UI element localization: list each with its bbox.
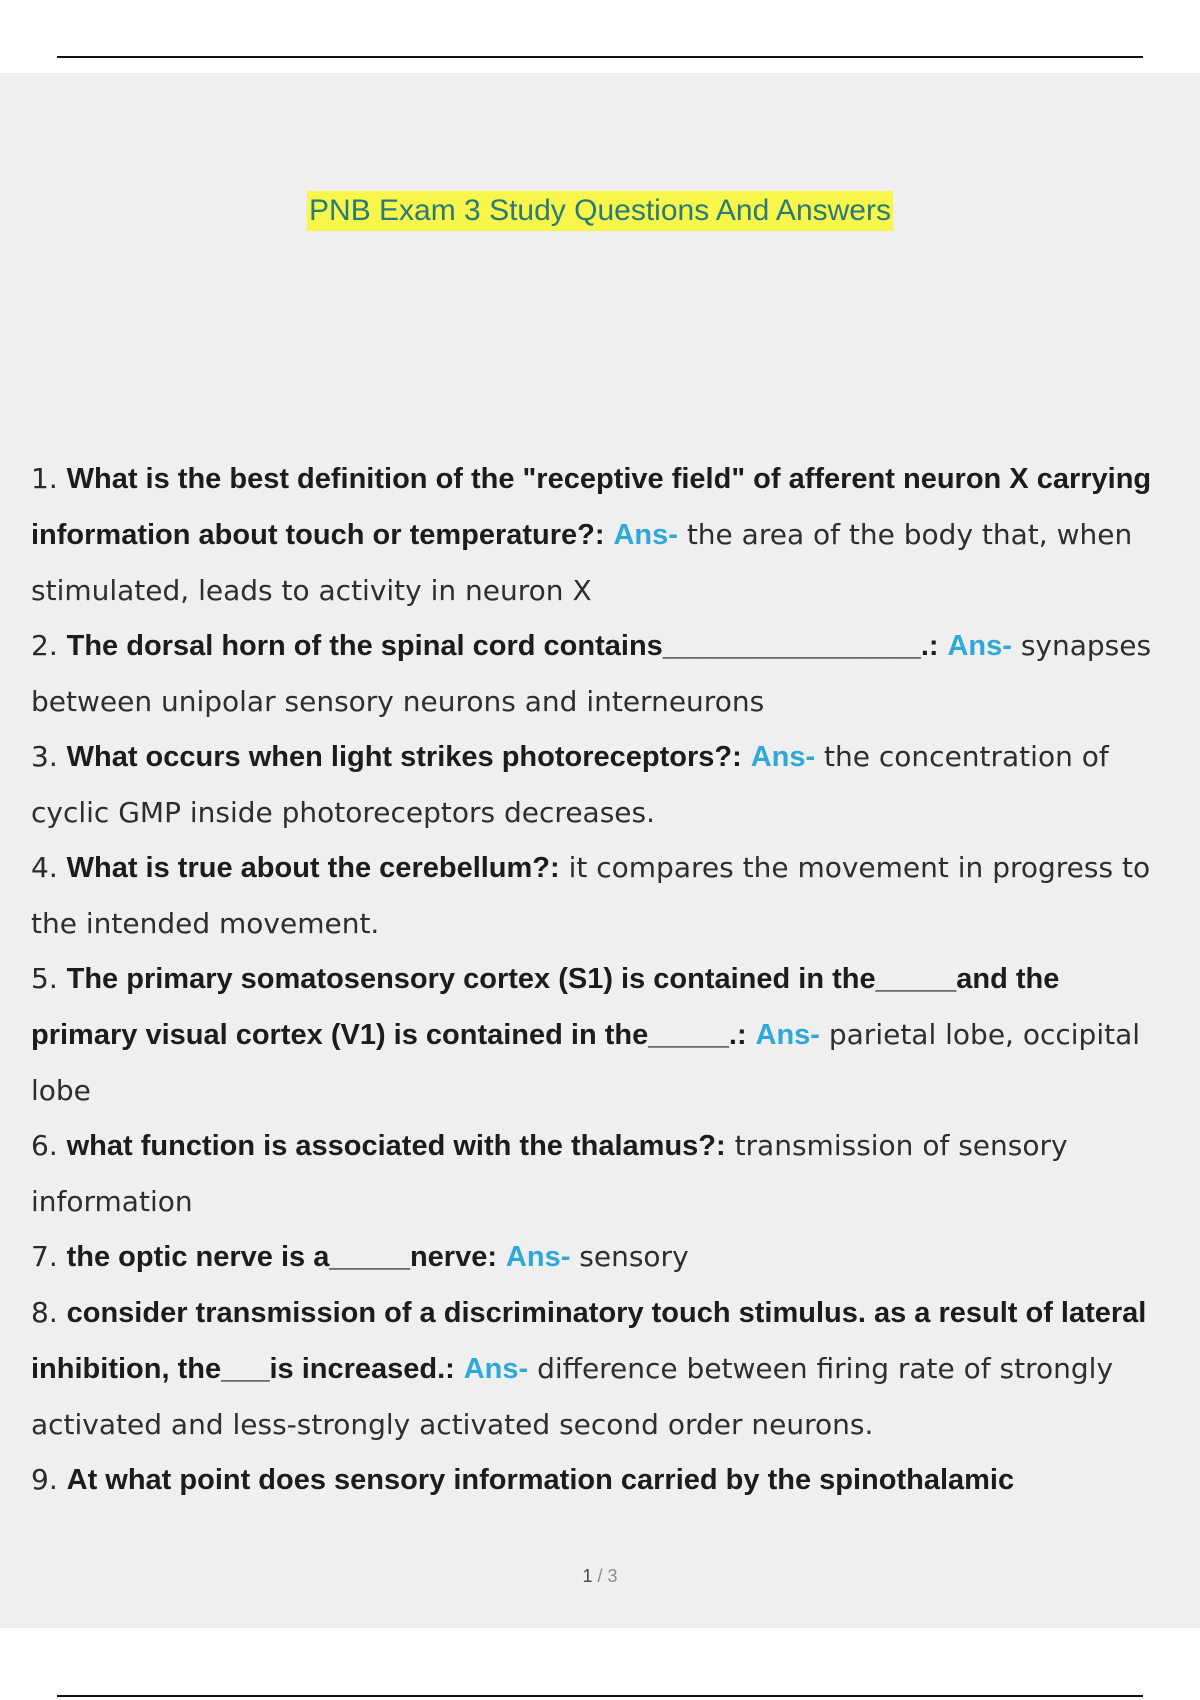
question-number: 1. bbox=[31, 462, 58, 495]
answer-label: Ans- bbox=[463, 1353, 529, 1385]
title-container bbox=[0, 191, 1200, 231]
question-item-3 bbox=[31, 729, 1171, 840]
question-text: what function is associated with the thalamus?: bbox=[66, 1130, 726, 1162]
document-page bbox=[0, 73, 1200, 1628]
bottom-divider bbox=[57, 1695, 1143, 1697]
question-number: 8. bbox=[31, 1296, 58, 1329]
answer-label: Ans- bbox=[613, 519, 678, 551]
question-list bbox=[31, 451, 1171, 1508]
question-item-8 bbox=[31, 1285, 1171, 1452]
question-text: What is true about the cerebellum?: bbox=[66, 852, 560, 884]
question-text: The dorsal horn of the spinal cord contains________________.: bbox=[66, 630, 939, 662]
question-item-4 bbox=[31, 840, 1171, 951]
question-number: 7. bbox=[31, 1240, 58, 1273]
answer-text: sensory bbox=[579, 1240, 689, 1273]
top-divider bbox=[57, 56, 1143, 58]
answer-text: the concentration of cyclic GMP inside photoreceptors decreases. bbox=[31, 740, 1109, 829]
page-indicator bbox=[0, 1566, 1200, 1587]
question-text: consider transmission of a discriminatory touch stimulus. as a result of lateral inhibition, the___is increased.: bbox=[31, 1297, 1147, 1385]
question-text: The primary somatosensory cortex (S1) is contained in the_____and the primary visual cortex (V1) is contained in the_____.: bbox=[31, 963, 1060, 1051]
question-number: 5. bbox=[31, 962, 58, 995]
question-item-7 bbox=[31, 1229, 1171, 1285]
answer-text: parietal lobe, occipital lobe bbox=[31, 1018, 1141, 1107]
answer-label: Ans- bbox=[750, 741, 816, 773]
answer-label: Ans- bbox=[505, 1241, 571, 1273]
answer-text: synapses between unipolar sensory neurons and interneurons bbox=[31, 629, 1152, 718]
question-number: 2. bbox=[31, 629, 58, 662]
question-text: the optic nerve is a_____nerve: bbox=[66, 1241, 498, 1273]
question-number: 4. bbox=[31, 851, 58, 884]
question-item-1 bbox=[31, 451, 1171, 618]
document-title: PNB Exam 3 Study Questions And Answers bbox=[307, 191, 893, 231]
question-item-5 bbox=[31, 951, 1171, 1118]
page-total: / 3 bbox=[592, 1566, 618, 1586]
answer-text: transmission of sensory information bbox=[31, 1129, 1068, 1218]
answer-text: difference between firing rate of strongly activated and less-strongly activated second order neurons. bbox=[31, 1352, 1114, 1441]
question-text: At what point does sensory information carried by the spinothalamic bbox=[66, 1464, 1015, 1496]
question-number: 3. bbox=[31, 740, 58, 773]
question-number: 6. bbox=[31, 1129, 58, 1162]
question-text: What occurs when light strikes photoreceptors?: bbox=[66, 741, 742, 773]
question-text: What is the best definition of the "receptive field" of afferent neuron X carrying information about touch or temperature?: bbox=[31, 463, 1152, 551]
page-current: 1 bbox=[582, 1566, 593, 1586]
answer-label: Ans- bbox=[755, 1019, 820, 1051]
question-item-2 bbox=[31, 618, 1171, 729]
answer-text: it compares the movement in progress to the intended movement. bbox=[31, 851, 1151, 940]
answer-text: the area of the body that, when stimulated, leads to activity in neuron X bbox=[31, 518, 1133, 607]
question-item-9 bbox=[31, 1452, 1171, 1508]
question-item-6 bbox=[31, 1118, 1171, 1229]
question-number: 9. bbox=[31, 1463, 58, 1496]
answer-label: Ans- bbox=[947, 630, 1012, 662]
